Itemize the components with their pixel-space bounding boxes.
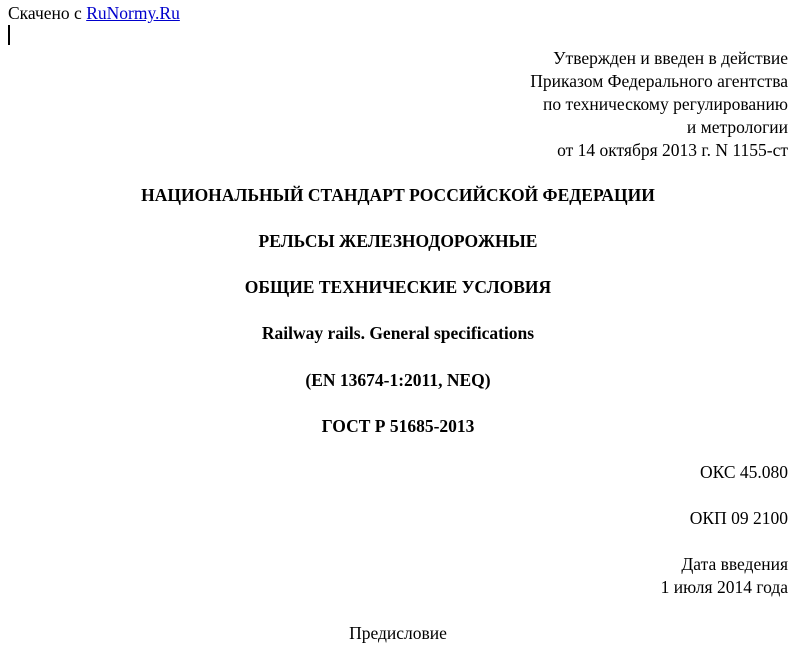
approval-line-metrology: и метрологии <box>686 117 788 137</box>
approval-line-date: от 14 октября 2013 г. N 1155-ст <box>557 140 788 160</box>
source-link[interactable]: RuNormy.Ru <box>86 3 180 23</box>
approval-block <box>530 47 788 162</box>
approval-line-regulation: по техническому регулированию <box>542 94 788 114</box>
source-line <box>8 2 180 25</box>
standard-subtitle-ru: ОБЩИЕ ТЕХНИЧЕСКИЕ УСЛОВИЯ <box>244 277 552 297</box>
source-prefix: Скачено с <box>8 3 87 23</box>
approval-line-order: Приказом Федерального агентства <box>530 71 788 91</box>
approval-line-approved: Утвержден и введен в действие <box>553 48 788 68</box>
standard-designation: ГОСТ Р 51685-2013 <box>321 416 475 436</box>
standard-title-ru: РЕЛЬСЫ ЖЕЛЕЗНОДОРОЖНЫЕ <box>258 231 538 251</box>
text-cursor <box>8 25 10 45</box>
intro-date-value: 1 июля 2014 года <box>660 577 788 597</box>
standard-equivalence: (EN 13674-1:2011, NEQ) <box>305 370 491 390</box>
intro-date-label: Дата введения <box>681 554 788 574</box>
standard-heading: НАЦИОНАЛЬНЫЙ СТАНДАРТ РОССИЙСКОЙ ФЕДЕРАЦИИ <box>141 185 655 205</box>
oks-code: ОКС 45.080 <box>699 462 788 482</box>
okp-code: ОКП 09 2100 <box>689 508 788 528</box>
standard-title-en: Railway rails. General specifications <box>261 323 535 343</box>
preface-heading: Предисловие <box>349 623 447 643</box>
